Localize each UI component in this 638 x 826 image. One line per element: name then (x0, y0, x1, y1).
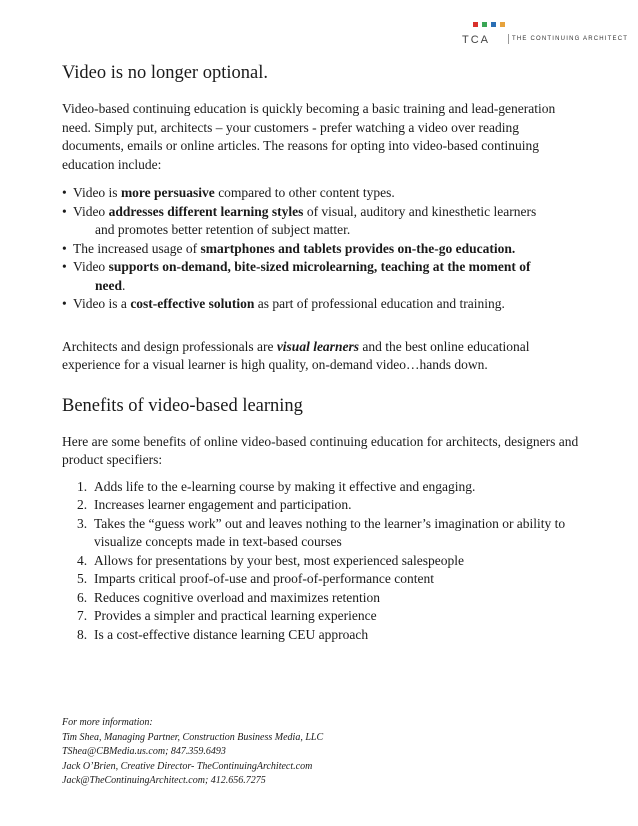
footer-contact-name: Jack O’Brien, Creative Director- TheContinuingArchitect.com (62, 760, 313, 772)
section-heading-benefits: Benefits of video-based learning (62, 395, 303, 416)
company-logo (462, 22, 629, 48)
list-item: 1. Adds life to the e-learning course by making it effective and engaging. (77, 478, 476, 494)
logo-dot-orange (500, 22, 505, 27)
list-item: 8. Is a cost-effective distance learning CEU approach (77, 626, 369, 642)
document-body (62, 62, 582, 644)
list-item: 4. Allows for presentations by your best, most experienced salespeople (77, 552, 465, 568)
list-item: 5. Imparts critical proof-of-use and proof-of-performance content (77, 571, 434, 586)
list-item: 6. Reduces cognitive overload and maximizes retention (77, 589, 381, 605)
logo-divider (508, 34, 509, 44)
footer-heading: For more information: (62, 717, 153, 728)
reasons-list (62, 184, 582, 314)
list-item: • Video is a cost-effective solution as part of professional education and training. (62, 295, 582, 314)
logo-dot-green (482, 22, 487, 27)
logo-dot-blue (491, 22, 496, 27)
list-item: • Video supports on-demand, bite-sized microlearning, teaching at the moment of need. (62, 258, 582, 295)
logo-tagline: THE CONTINUING ARCHITECT (512, 36, 629, 42)
logo-mark: TCA (462, 34, 490, 46)
section-heading-video: Video is no longer optional. (62, 63, 268, 83)
list-item: • Video is more persuasive compared to other content types. (62, 184, 582, 203)
contact-footer (62, 716, 462, 789)
visual-learners-paragraph: Architects and design professionals are visual learners and the best online educational experience for a visual learner is high quality, on-demand video…hands down. (62, 338, 530, 372)
footer-contact-email: Jack@TheContinuingArchitect.com; 412.656.7275 (62, 775, 266, 786)
list-item: 2. Increases learner engagement and participation. (77, 497, 352, 512)
logo-dot-red (473, 22, 478, 27)
list-item: • The increased usage of smartphones and tablets provides on-the-go education. (62, 240, 582, 259)
list-item: 3. Takes the “guess work” out and leaves nothing to the learner’s imagination or ability to visualize concepts made in text-based courses (77, 515, 566, 549)
benefits-list (62, 478, 582, 645)
footer-contact-email: TShea@CBMedia.us.com; 847.359.6493 (62, 746, 226, 757)
benefits-intro-paragraph: Here are some benefits of online video-based continuing education for architects, designers and product specifiers: (62, 433, 579, 467)
intro-paragraph: Video-based continuing education is quickly becoming a basic training and lead-generation need. Simply put, architects – your customers - prefer watching a video over reading documents, emails or online articles. The reasons for opting into video-based continuing education include: (62, 101, 556, 172)
footer-contact-name: Tim Shea, Managing Partner, Construction Business Media, LLC (62, 731, 324, 743)
list-item: 7. Provides a simpler and practical learning experience (77, 608, 377, 623)
list-item: • Video addresses different learning styles of visual, auditory and kinesthetic learners and promotes better retention of subject matter. (62, 203, 582, 240)
